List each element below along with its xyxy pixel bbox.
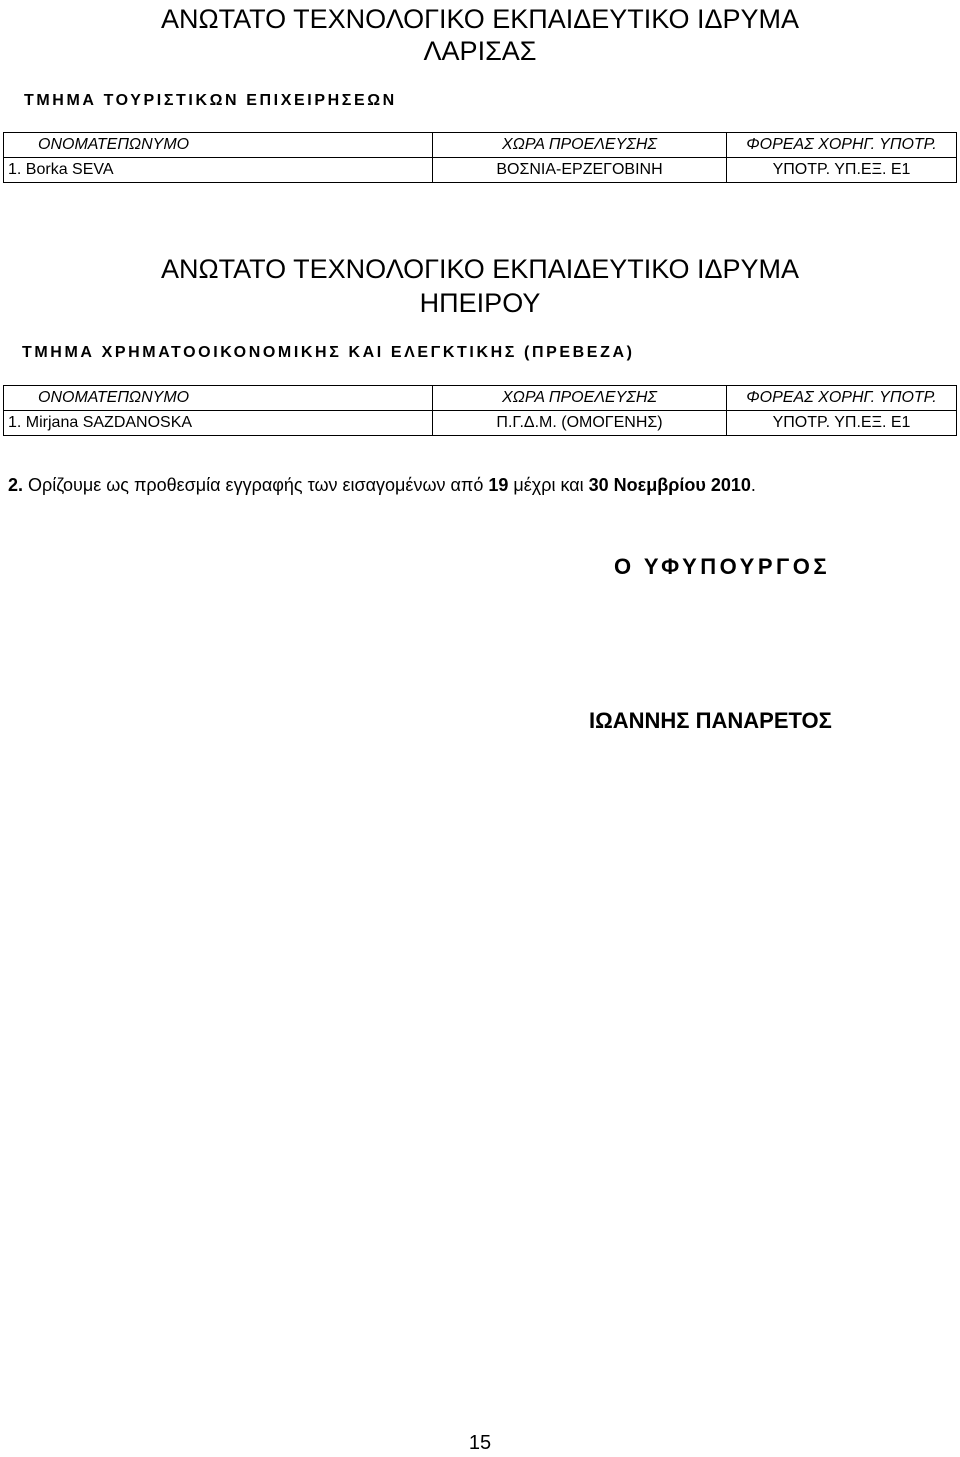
cell-name: 1. Mirjana SAZDANOSKA: [4, 411, 433, 436]
cell-sponsor: ΥΠΟΤΡ. ΥΠ.ΕΞ. Ε1: [727, 411, 957, 436]
section1-title-line2: ΛΑΡΙΣΑΣ: [423, 36, 537, 66]
section1-table: [3, 132, 957, 183]
table-row: [4, 411, 957, 436]
section1-title-line1: ΑΝΩΤΑΤΟ ΤΕΧΝΟΛΟΓΙΚΟ ΕΚΠΑΙΔΕΥΤΙΚΟ ΙΔΡΥΜΑ: [160, 4, 800, 34]
paragraph-text-end: .: [750, 475, 756, 495]
section1-department: ΤΜΗΜΑ ΤΟΥΡΙΣΤΙΚΩΝ ΕΠΙΧΕΙΡΗΣΕΩΝ: [24, 92, 397, 109]
table-header-row: [4, 133, 957, 158]
signature-role: Ο ΥΦΥΠΟΥΡΓΟΣ: [614, 554, 831, 579]
header-country: ΧΩΡΑ ΠΡΟΕΛΕΥΣΗΣ: [433, 386, 727, 411]
table-header-row: [4, 386, 957, 411]
signature-name: ΙΩΑΝΝΗΣ ΠΑΝΑΡΕΤΟΣ: [589, 708, 832, 733]
header-sponsor: ΦΟΡΕΑΣ ΧΟΡΗΓ. ΥΠΟΤΡ.: [727, 133, 957, 158]
section2-title-line1: ΑΝΩΤΑΤΟ ΤΕΧΝΟΛΟΓΙΚΟ ΕΚΠΑΙΔΕΥΤΙΚΟ ΙΔΡΥΜΑ: [160, 254, 800, 284]
page-number: 15: [468, 1432, 492, 1454]
section2-department: ΤΜΗΜΑ ΧΡΗΜΑΤΟΟΙΚΟΝΟΜΙΚΗΣ ΚΑΙ ΕΛΕΓΚΤΙΚΗΣ (ΠΡΕΒΕΖΑ): [22, 344, 635, 361]
header-name: ΟΝΟΜΑΤΕΠΩΝΥΜΟ: [4, 133, 433, 158]
cell-country: Π.Γ.Δ.Μ. (ΟΜΟΓΕΝΗΣ): [433, 411, 727, 436]
header-sponsor: ΦΟΡΕΑΣ ΧΟΡΗΓ. ΥΠΟΤΡ.: [727, 386, 957, 411]
table-row: [4, 158, 957, 183]
section2-table: [3, 385, 957, 436]
header-country: ΧΩΡΑ ΠΡΟΕΛΕΥΣΗΣ: [433, 133, 727, 158]
cell-name: 1. Borka SEVA: [4, 158, 433, 183]
cell-country: ΒΟΣΝΙΑ-ΕΡΖΕΓΟΒΙΝΗ: [433, 158, 727, 183]
section2-title-line2: ΗΠΕΙΡΟΥ: [419, 288, 541, 318]
deadline-day-from: 19: [488, 475, 509, 495]
paragraph-number: 2.: [8, 475, 24, 495]
header-name: ΟΝΟΜΑΤΕΠΩΝΥΜΟ: [4, 386, 433, 411]
paragraph-text-a: Ορίζουμε ως προθεσμία εγγραφής των εισαγομένων από: [23, 475, 489, 495]
paragraph-text-b: μέχρι και: [508, 475, 589, 495]
deadline-date-to: 30 Νοεμβρίου 2010: [588, 475, 751, 495]
cell-sponsor: ΥΠΟΤΡ. ΥΠ.ΕΞ. Ε1: [727, 158, 957, 183]
deadline-paragraph: [8, 473, 948, 497]
